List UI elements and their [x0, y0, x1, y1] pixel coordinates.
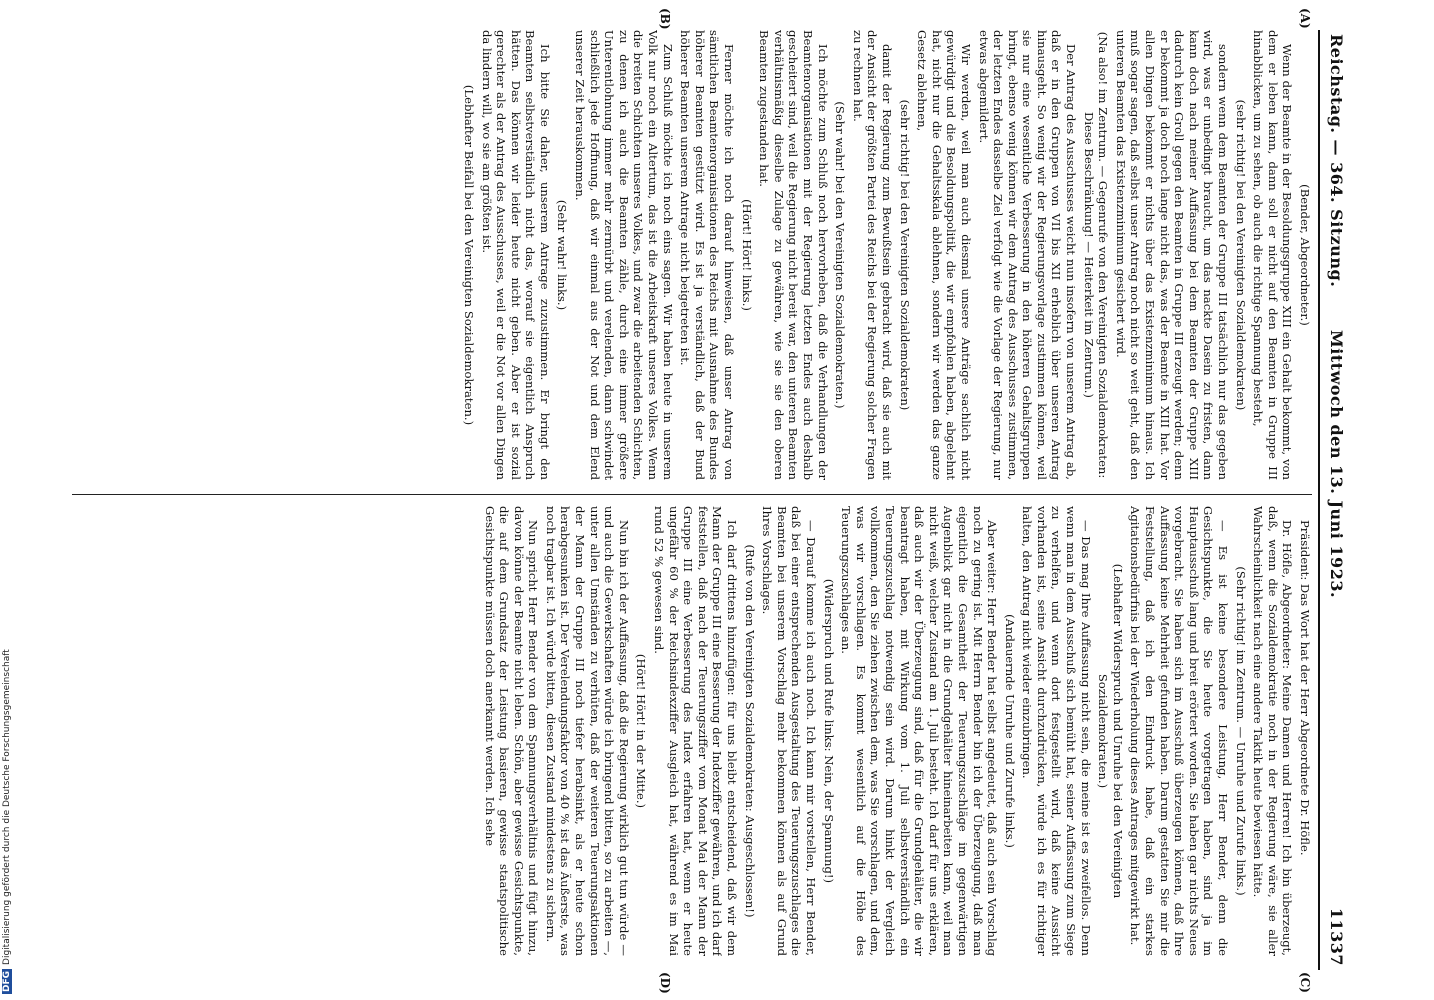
paragraph: Nun spricht Herr Bender von dem Spannungsverhältnis und fügt hinzu, davon könne der Beamte nicht leben. Schön, aber gewisse Gesichtspunkte, die auf dem Grundsatz der Leistung basieren, gewisse staatspolitische Gesichtspunkte müssen doch anerkannt werden. Ich sehe	[482, 506, 541, 956]
paragraph: (Sehr wahr! links.)	[555, 199, 570, 311]
paragraph: (Bender, Abgeordneter.)	[1298, 184, 1312, 326]
paragraph: (Sehr wahr! bei den Vereinigten Sozialdemokraten.)	[833, 101, 848, 409]
margin-mark-c: (C)	[1298, 972, 1312, 993]
paragraph: Dr. Höfle, Abgeordneter: Meine Damen und Herren! Ich bin überzeugt, daß, wenn die Sozialdemokratie noch in der Regierung wäre, sie aller Wahrscheinlichkeit nach eine andere Taktik heute bewiesen hätte.	[1251, 506, 1295, 956]
left-text-column	[72, 30, 1312, 480]
paragraph: sondern wenn dem Beamten der Gruppe III tatsächlich nur das gegeben wird, was er unbedingt braucht, um das nackte Dasein zu fristen, dann kann doch nach meiner Auffassung bei dem Beamten der Gruppe XIII dadurch kein Groll gegen den Beamten in Gruppe III erzeugt werden; denn er bekommt ja doch noch lange nicht das, was der Beamte in XIII hat. Vor allen Dingen bekommt er nichts über das Existenzminimum hinaus. Ich muß sogar sagen, daß selbst unser Antrag noch nicht so weit geht, daß den unteren Beamten das Existenzminimum gesichert wird.	[1113, 30, 1231, 480]
footer-text: Digitalisierung gefördert durch die Deutsche Forschungsgemeinschaft	[2, 649, 12, 965]
paragraph: (Lebhafter Beifall bei den Vereinigten Sozialdemokraten.)	[461, 84, 476, 426]
paragraph: Aber weiter: Herr Bender hat selbst angedeutet, daß auch sein Vorschlag noch zu gering ist. Mit Herrn Bender bin ich der Überzeugung, daß man eigentlich die Gesamtheit der Teuerungszuschläge im gegenwärtigen Augenblick gar nicht in die Grundgehälter hineinarbeiten kann, weil man nicht weiß, welcher Zustand am 1. Juli besteht. Ich darf für uns erklären, daß auch wir der Überzeugung sind, daß für die Grundgehälter, die wir beantragt haben, mit Wirkung vom 1. Juli selbstverständlich ein Teuerungszuschlag notwendig sein wird. Darum hinkt der Vergleich vollkommen, den Sie ziehen zwischen dem, was Sie vorschlagen, und dem, was wir vorschlagen. Es kommt wesentlich auf die Höhe des Teuerungszuschlages an.	[839, 506, 1000, 956]
paragraph: (Lebhafter Widerspruch und Unruhe bei den Vereinigten Sozialdemokraten.)	[1096, 563, 1125, 899]
margin-mark-d: (D)	[658, 972, 672, 994]
paragraph: (Widerspruch und Rufe links: Nein, der Spannung!)	[821, 578, 836, 884]
page-header	[1318, 30, 1352, 970]
paragraph: — Das mag Ihre Auffassung nicht sein, die meine ist es zweifellos. Denn wenn man in dem Ausschuß sich bemüht hat, seiner Auffassung zum Siege zu verhelfen, und wenn dort festgestellt wird, daß keine Aussicht vorhanden ist, seine Ansicht durchzudrücken, würde ich es für richtiger halten, den Antrag nicht wieder einzubringen.	[1020, 506, 1093, 956]
paragraph: Präsident: Das Wort hat der Herr Abgeordnete Dr. Höfle.	[1298, 520, 1312, 856]
margin-mark-a: (A)	[1298, 8, 1312, 29]
paragraph: Wenn der Beamte in der Besoldungsgruppe XIII ein Gehalt bekommt, von dem er leben kann, dann soll er nicht auf den Beamten in Gruppe III hinabblicken, um zu sehen, ob auch die richtige Spannung besteht,	[1251, 30, 1295, 480]
paragraph: Nun bin ich der Auffassung, daß die Regierung wirklich gut tun würde — und auch die Gewerkschaften würde ich bringend bitten, so zu arbeiten —, unter allen Umständen zu verhüten, daß der weiteren Teuerungsaktionen der Mann der Gruppe III noch tiefer herabsinkt, als er heute schon herabgesunken ist. Der Verelendungsfaktor von 40 % ist das Äußerste, was noch tragbar ist. Ich würde bitten, diesen Zustand mindestens zu sichern.	[543, 506, 631, 956]
paragraph: (sehr richtig! bei den Vereinigten Sozialdemokraten)	[897, 99, 912, 411]
header-left: Reichstag. — 364. Sitzung.	[1327, 34, 1346, 288]
rotated-print-page	[62, 8, 1352, 994]
paragraph: (Andauernde Unruhe und Zurufe links.)	[1002, 614, 1017, 848]
paragraph: Ich möchte zum Schluß noch hervorheben, daß die Verhandlungen der Beamtenorganisationen mit der Regierung letzten Endes auch deshalb gescheitert sind, weil die Regierung nicht bereit war, den unteren Beamten verhältnismäßig dieselbe Zulage zu gewähren, wie sie sie den oberen Beamten zugestanden hat.	[757, 30, 830, 480]
paragraph: damit der Regierung zum Bewußtsein gebracht wird, daß sie auch mit der Ansicht der größten Partei des Reichs bei der Regierung solcher Fragen zu rechnen hat.	[850, 30, 894, 480]
paragraph: Ich darf drittens hinzufügen: für uns bleibt entscheidend, daß wir dem Mann der Gruppe III eine Besserung der Indexziffer gewähren, und ich darf feststellen, daß nach der Teuerungsziffer vom Monat Mai der Mann der Gruppe III eine Verbesserung des Index erfahren hat, wenn er heute ungefähr 60 % der Reichsindexziffer Ausgleich hat, während es im Mai rund 52 % gewesen sind.	[652, 506, 740, 956]
margin-mark-b: (B)	[658, 8, 672, 30]
paragraph: Wir werden, weil man auch diesmal unsere Anträge sachlich nicht gewürdigt und die Besoldungspolitik, die wir empfohlen haben, abgelehnt hat, nicht nur die Gehaltsskala ablehnen, sondern wir werden das ganze Gesetz ablehnen,	[915, 30, 973, 480]
paragraph: Der Antrag des Ausschusses weicht nun insofern von unserem Antrag ab, daß er in den Gruppen von VII bis XII erheblich über unseren Antrag hinausgeht. So wenig wir der Regierungsvorlage zustimmen können, weil sie nur eine wesentliche Verbesserung in den höheren Gehaltsgruppen bringt, ebenso wenig können wir dem Antrag des Ausschusses zustimmen, der letzten Endes dasselbe Ziel verfolgt wie die Vorlage der Regierung, nur etwas abgemildert.	[976, 30, 1079, 480]
paragraph: (sehr richtig! bei den Vereinigten Sozialdemokraten)	[1233, 99, 1248, 411]
digitization-footer	[2, 649, 12, 994]
page-number: 11337	[1327, 907, 1346, 966]
right-text-column	[72, 506, 1312, 956]
paragraph: — Es ist keine besondere Leistung, Herr Bender, denn die Gesichtspunkte, die Sie heute vorgetragen haben, sind ja im Hauptausschuß lang und breit erörtert worden. Sie haben gar nichts Neues vorgebracht. Sie haben sich im Ausschuß überzeugen können, daß Ihre Auffassung keine Mehrheit gefunden haben. Darum gestatten Sie mir die Feststellung, daß ich den Eindruck habe, daß ein starkes Agitationsbedürfnis bei der Wiederholung dieses Antrages mitgewirkt hat.	[1128, 506, 1231, 956]
paragraph: Ich bitte Sie daher, unserem Antrage zuzustimmen. Er bringt den Beamten selbstverständlich nicht das, worauf sie eigentlich Anspruch hätten. Das können wir leider heute nicht geben. Aber er ist sozial gerechter als der Antrag des Ausschusses, weil er die Not vor allen Dingen da lindern will, wo sie am größten ist.	[479, 30, 552, 480]
paragraph: (Na also! im Zentrum. — Gegenrufe von den Vereinigten Sozialdemokraten: Diese Beschränkung! — Heiterkeit im Zentrum.)	[1081, 31, 1111, 479]
paragraph: Ferner möchte ich noch darauf hinweisen, daß unser Antrag von sämtlichen Beamtenorganisationen des Reichs mit Ausnahme des Bundes höherer Beamten gestützt wird. Es ist ja verständlich, daß der Bund höherer Beamten unserem Antrage nicht beigetreten ist.	[678, 30, 737, 480]
paragraph: (Hört! Hört! in der Mitte.)	[634, 653, 649, 809]
header-date: Mittwoch den 13. Juni 1923.	[1327, 330, 1346, 599]
paragraph: (Hört! Hört! links.)	[739, 199, 754, 311]
dfg-logo: DFG	[2, 970, 12, 992]
column-divider	[72, 494, 1312, 495]
paragraph: — Darauf komme ich auch noch. Ich kann mir vorstellen, Herr Bender, daß bei einer entsprechenden Ausgestaltung des Teuerungszuschlages die Beamten bei unserem Vorschlag mehr bekommen können als auf Grund Ihres Vorschlages.	[760, 506, 818, 956]
paragraph: Zum Schluß möchte ich noch eins sagen. Wir haben heute in unserem Volk nur noch ein Altertum, das ist die Arbeitskraft unseres Volkes. Wenn die breiten Schichten unseres Volkes, und zwar die arbeitenden Schichten, zu denen ich auch die Beamten zähle, durch eine immer größere Unterentlohnung immer mehr zermürbt und verelenden, dann schwindet schließlich jede Hoffnung, daß wir einmal aus der Not und dem Elend unserer Zeit herauskommen.	[573, 30, 675, 480]
paragraph: (Rufe von den Vereinigten Sozialdemokraten: Ausgeschlossen!)	[742, 544, 757, 918]
paragraph: (Sehr richtig! im Zentrum. — Unruhe und Zurufe links.)	[1233, 566, 1248, 896]
